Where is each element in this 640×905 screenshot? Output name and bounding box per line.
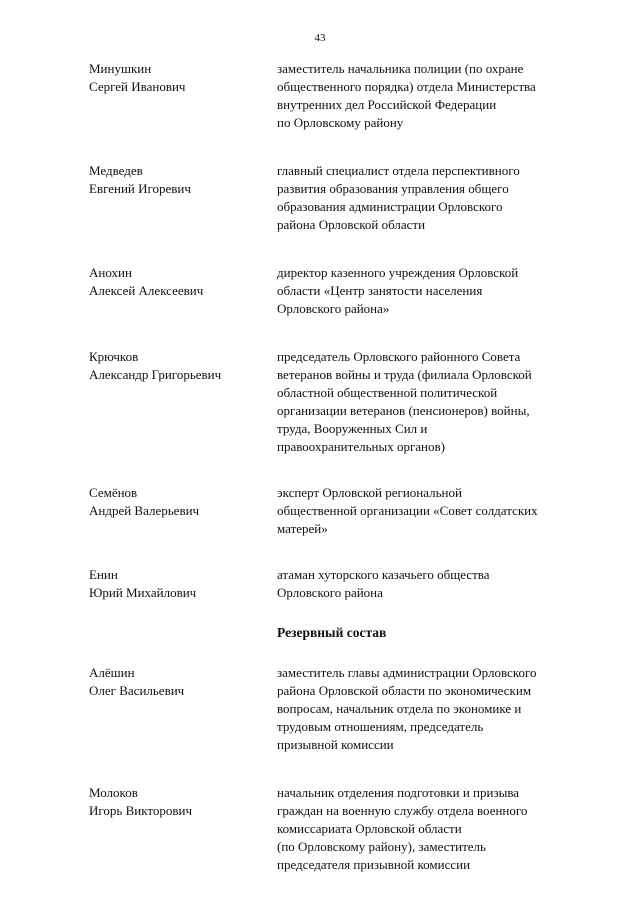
member-position xyxy=(277,264,597,318)
member-position xyxy=(277,60,597,132)
member-name xyxy=(89,566,269,602)
position-line: района Орловской области xyxy=(277,217,426,232)
member-name xyxy=(89,162,269,198)
member-given-names: Евгений Игоревич xyxy=(89,181,191,196)
position-line: главный специалист отдела перспективного xyxy=(277,163,520,178)
member-given-names: Юрий Михайлович xyxy=(89,585,197,600)
member-position xyxy=(277,664,597,754)
member-surname: Минушкин xyxy=(89,61,152,76)
member-entry xyxy=(0,484,640,538)
member-surname: Медведев xyxy=(89,163,143,178)
reserve-member-entry xyxy=(0,664,640,754)
member-name xyxy=(89,664,269,700)
member-surname: Семёнов xyxy=(89,485,138,500)
member-entry xyxy=(0,60,640,132)
position-line: по Орловскому району xyxy=(277,115,404,130)
member-surname: Крючков xyxy=(89,349,139,364)
member-name xyxy=(89,484,269,520)
member-entry xyxy=(0,348,640,456)
member-position xyxy=(277,784,597,874)
position-line: атаман хуторского казачьего общества xyxy=(277,567,490,582)
member-position xyxy=(277,348,597,456)
position-line: вопросам, начальник отдела по экономике и xyxy=(277,701,522,716)
position-line: (по Орловскому району), заместитель xyxy=(277,839,486,854)
position-line: общественного порядка) отдела Министерства xyxy=(277,79,536,94)
member-entry xyxy=(0,264,640,318)
position-line: директор казенного учреждения Орловской xyxy=(277,265,519,280)
position-line: общественной организации «Совет солдатских xyxy=(277,503,538,518)
position-line: района Орловской области по экономическим xyxy=(277,683,532,698)
reserve-section-heading: Резервный состав xyxy=(277,625,387,640)
member-position xyxy=(277,566,597,602)
member-name xyxy=(89,264,269,300)
position-line: трудовым отношениям, председатель xyxy=(277,719,484,734)
member-surname: Енин xyxy=(89,567,118,582)
position-line: граждан на военную службу отдела военного xyxy=(277,803,528,818)
position-line: Орловского района xyxy=(277,585,383,600)
position-line: заместитель главы администрации Орловского xyxy=(277,665,537,680)
position-line: председателя призывной комиссии xyxy=(277,857,471,872)
member-name xyxy=(89,784,269,820)
reserve-member-entry xyxy=(0,784,640,874)
position-line: образования администрации Орловского xyxy=(277,199,503,214)
member-position xyxy=(277,162,597,234)
member-entry xyxy=(0,566,640,602)
position-line: матерей» xyxy=(277,521,328,536)
position-line: организации ветеранов (пенсионеров) войны, xyxy=(277,403,530,418)
member-given-names: Олег Васильевич xyxy=(89,683,185,698)
position-line: развития образования управления общего xyxy=(277,181,509,196)
member-surname: Алёшин xyxy=(89,665,135,680)
position-line: ветеранов войны и труда (филиала Орловской xyxy=(277,367,532,382)
page-number: 43 xyxy=(314,32,326,44)
reserve-heading-row xyxy=(0,624,640,642)
member-given-names: Сергей Иванович xyxy=(89,79,186,94)
position-line: правоохранительных органов) xyxy=(277,439,445,454)
position-line: областной общественной политической xyxy=(277,385,498,400)
position-line: труда, Вооруженных Сил и xyxy=(277,421,428,436)
position-line: призывной комиссии xyxy=(277,737,394,752)
position-line: эксперт Орловской региональной xyxy=(277,485,462,500)
member-position xyxy=(277,484,597,538)
position-line: Орловского района» xyxy=(277,301,390,316)
member-name xyxy=(89,60,269,96)
position-line: председатель Орловского районного Совета xyxy=(277,349,521,364)
position-line: комиссариата Орловской области xyxy=(277,821,462,836)
position-line: внутренних дел Российской Федерации xyxy=(277,97,497,112)
position-line: области «Центр занятости населения xyxy=(277,283,483,298)
commission-members-list xyxy=(0,60,640,874)
member-name xyxy=(89,348,269,384)
member-given-names: Игорь Викторович xyxy=(89,803,192,818)
position-line: начальник отделения подготовки и призыва xyxy=(277,785,520,800)
member-given-names: Алексей Алексеевич xyxy=(89,283,204,298)
member-given-names: Андрей Валерьевич xyxy=(89,503,200,518)
position-line: заместитель начальника полиции (по охране xyxy=(277,61,524,76)
member-entry xyxy=(0,162,640,234)
member-surname: Анохин xyxy=(89,265,132,280)
member-given-names: Александр Григорьевич xyxy=(89,367,222,382)
member-surname: Молоков xyxy=(89,785,138,800)
